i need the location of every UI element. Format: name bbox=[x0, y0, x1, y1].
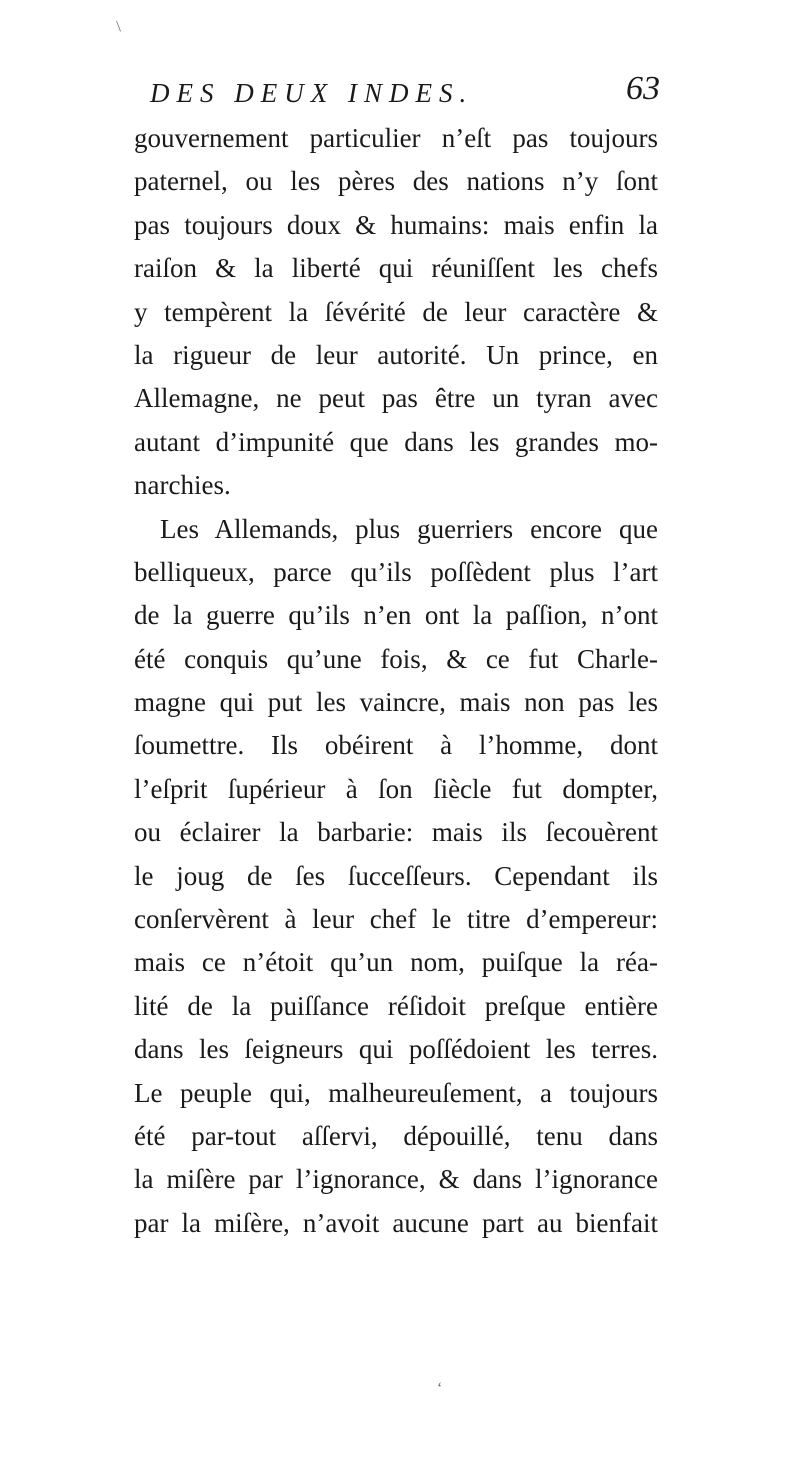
text-line: magne qui put les vaincre, mais non pas les bbox=[134, 687, 658, 718]
page-header bbox=[150, 70, 660, 120]
ink-mark-bottom: ‘ bbox=[437, 1380, 443, 1397]
running-head: DES DEUX INDES. bbox=[150, 78, 474, 108]
text-line: Le peuple qui, malheureuſement, a toujours bbox=[134, 1077, 658, 1108]
text-line: narchies. bbox=[134, 470, 231, 501]
text-line: conſervèrent à leur chef le titre d’empereur: bbox=[134, 904, 658, 935]
text-line: Les Allemands, plus guerriers encore que bbox=[160, 513, 658, 544]
text-line: gouvernement particulier n’eſt pas toujours bbox=[134, 123, 658, 153]
text-line: le joug de ſes ſucceſſeurs. Cependant ils bbox=[134, 860, 658, 891]
body-text bbox=[134, 117, 658, 1245]
text-line: y tempèrent la ſévérité de leur caractère & bbox=[134, 296, 658, 327]
ink-mark-top: / bbox=[111, 18, 127, 35]
text-line: paternel, ou les pères des nations n’y ſont bbox=[134, 166, 658, 197]
text-line: de la guerre qu’ils n’en ont la paſſion, n’ont bbox=[134, 600, 658, 631]
text-line: raiſon & la liberté qui réuniſſent les chefs bbox=[134, 253, 658, 284]
page-number: 63 bbox=[626, 70, 660, 107]
text-line: par la miſère, n’avoit aucune part au bienfait bbox=[134, 1207, 658, 1238]
text-line: été conquis qu’une fois, & ce fut Charle- bbox=[134, 643, 658, 674]
text-line: l’eſprit ſupérieur à ſon ſiècle fut dompter, bbox=[134, 773, 658, 804]
text-line: la miſère par l’ignorance, & dans l’ignorance bbox=[134, 1164, 658, 1195]
text-line: la rigueur de leur autorité. Un prince, en bbox=[134, 339, 658, 370]
text-line: mais ce n’étoit qu’un nom, puiſque la réa- bbox=[134, 947, 658, 978]
text-line: lité de la puiſſance réſidoit preſque entière bbox=[134, 990, 658, 1021]
text-line: ſoumettre. Ils obéirent à l’homme, dont bbox=[134, 730, 658, 761]
text-line: Allemagne, ne peut pas être un tyran avec bbox=[134, 383, 658, 414]
text-line: dans les ſeigneurs qui poſſédoient les terres. bbox=[134, 1034, 658, 1065]
text-line: pas toujours doux & humains: mais enfin la bbox=[134, 209, 658, 240]
text-line: ou éclairer la barbarie: mais ils ſecouèrent bbox=[134, 817, 658, 848]
text-line: belliqueux, parce qu’ils poſſèdent plus l’art bbox=[134, 556, 658, 587]
text-line: autant d’impunité que dans les grandes mo- bbox=[134, 426, 658, 457]
text-line: été par-tout aſſervi, dépouillé, tenu dans bbox=[134, 1120, 658, 1151]
